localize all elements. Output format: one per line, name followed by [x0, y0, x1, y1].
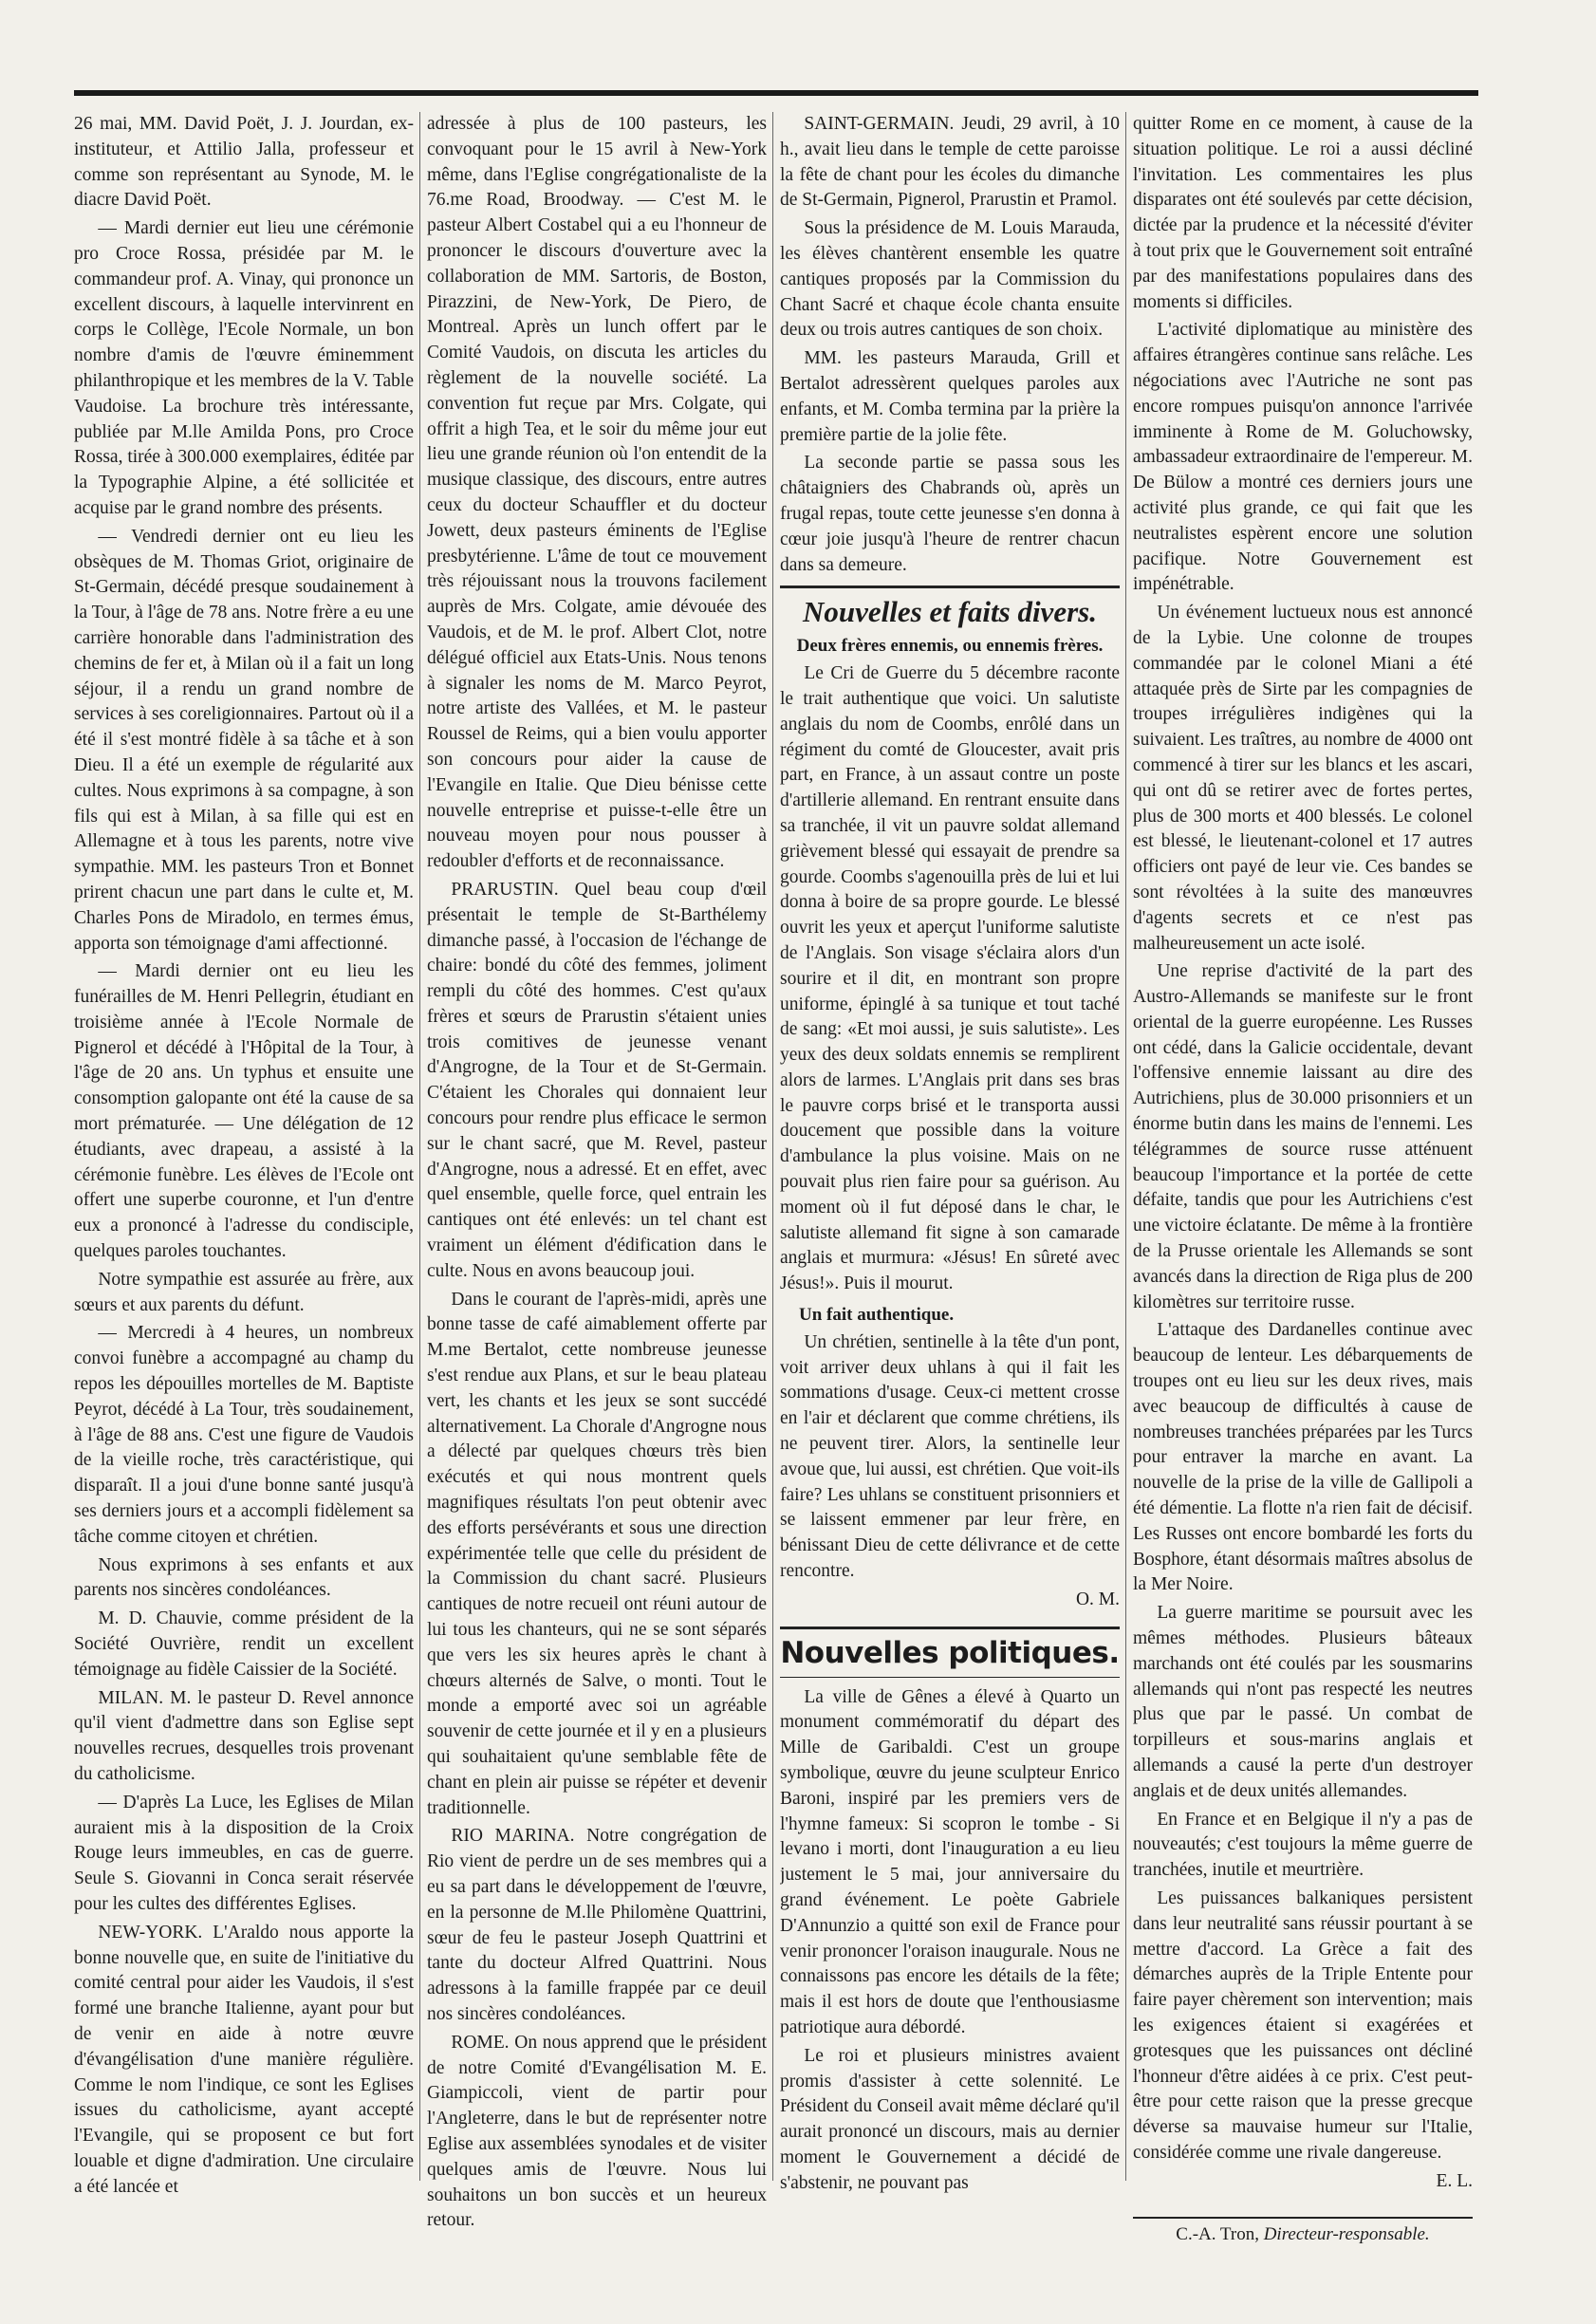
paragraph: Dans le courant de l'après-midi, après une bonne tasse de café aimablement offerte par M.me Bertalot, cette nombreuse jeunesse s'est rendue aux Plans, et sur le beau plateau vert, les chants et les jeux se sont succédé alternativement. La Chorale d'Angrogne nous a délecté par quelques chœurs très bien exécutés et qui nous montrent quels magnifiques résultats l'on peut obtenir avec des efforts persévérants et sous une direction expérimentée telle que celle du président de la Commission du chant sacré. Plusieurs cantiques de notre recueil ont réuni autour de lui tous les chanteurs, qui ne se sont séparés que vers les six heures après le chant à chœurs alternés de Salve, o monti. Tout le monde a emporté avec soi un agréable souvenir de cette journée et il y en a plusieurs qui souhaitaient qu'une semblable fête de chant en plein air puisse se répéter et devenir traditionnelle.	[427, 1289, 767, 1818]
paragraph: Le roi et plusieurs ministres avaient promis d'assister à cette solennité. Le Président du Conseil avait même déclaré qu'il aurait prononcé un discours, mais au dernier moment le Gouvernement a décidé de s'abstenir, ne pouvant pas	[780, 2045, 1120, 2193]
paragraph: En France et en Belgique il n'y a pas de nouveautés; c'est toujours la même guerre de tranchées, inutile et meurtrière.	[1133, 1809, 1473, 1881]
paragraph: — Mardi dernier ont eu lieu les funérailles de M. Henri Pellegrin, étudiant en troisième année à l'Ecole Normale de Pignerol et décédé à l'Hôpital de la Tour, à l'âge de 20 ans. Un typhus et ensuite une consomption galopante ont été la cause de sa mort prématurée. — Une délégation de 12 étudiants, avec drapeau, a assisté à la cérémonie funèbre. Les élèves de l'Ecole ont offert une superbe couronne, et l'un d'entre eux a prononcé à l'adresse du condisciple, quelques paroles touchantes.	[74, 961, 414, 1262]
editor-footer	[1133, 2217, 1473, 2245]
column-3	[780, 112, 1120, 2285]
article-signature: O. M.	[1075, 1589, 1120, 1609]
paragraph: Le Cri de Guerre du 5 décembre raconte le trait authentique que voici. Un salutiste anglais du nom de Coombs, enrôlé dans un régiment du comté de Gloucester, avait pris part, en France, à un assaut contre un poste d'artillerie allemand. En rentrant ensuite dans sa tranchée, il vit un pauvre soldat allemand grièvement blessé qui essayait de prendre sa gourde. Coombs s'agenouilla près de lui et lui donna à boire de sa propre gourde. Le blessé ouvrit les yeux et aperçut l'uniforme salutiste de l'Anglais. Son visage s'éclaira alors d'un sourire et il dit, en montrant son propre uniforme, épinglé à sa tunique et tout taché de sang: «Et moi aussi, je suis salutiste». Les yeux des deux soldats ennemis se remplirent alors de larmes. L'Anglais prit dans ses bras le pauvre corps brisé et le transporta aussi doucement que possible dans la voiture d'ambulance la plus voisine. Mais on ne pouvait plus rien faire pour sa guérison. Au moment où il fut déposé dans le char, le salutiste allemand fit signe à son camarade anglais et murmura: «Jésus! En sûreté avec Jésus!». Puis il mourut.	[780, 663, 1120, 1294]
paragraph: La ville de Gênes a élevé à Quarto un monument commémoratif du départ des Mille de Garibaldi. C'est un groupe symbolique, œuvre du jeune sculpteur Enrico Baroni, inspiré par les premiers vers de l'hymne fameux: Si scopron le tombe - Si levano i morti, dont l'inauguration a eu lieu justement le 5 mai, jour anniversaire du grand événement. Le poète Gabriele D'Annunzio a quitté son exil de France pour venir prononcer l'oraison inaugurale. Nous ne connaissons pas encore les détails de la fête; mais il est hors de doute que l'enthousiasme patriotique aura débordé.	[780, 1686, 1120, 2037]
section-heading-politiques: Nouvelles politiques.	[780, 1627, 1120, 1678]
paragraph: Nous exprimons à ses enfants et aux parents nos sincères condoléances.	[74, 1554, 414, 1601]
paragraph: — D'après La Luce, les Eglises de Milan auraient mis à la disposition de la Croix Rouge leurs immeubles, en cas de guerre. Seule S. Giovanni in Conca serait réservée pour les cultes des différentes Eglises.	[74, 1792, 414, 1914]
paragraph: La guerre maritime se poursuit avec les mêmes méthodes. Plusieurs bâteaux marchands ont été coulés par les sousmarins allemands qui n'ont pas respecté les neutres plus que par le passé. Un combat de torpilleurs et sous-marins anglais et allemands a causé la perte d'un destroyer anglais et de deux unités allemandes.	[1133, 1603, 1473, 1801]
column-divider	[1125, 112, 1126, 2181]
paragraph: Une reprise d'activité de la part des Austro-Allemands se manifeste sur le front oriental de la guerre européenne. Les Russes ont cédé, dans la Galicie occidentale, devant l'offensive ennemie laissant au dire des Autrichiens, plus de 30.000 prisonniers et un énorme butin dans les mains de l'ennemi. Les télégrammes de source russe atténuent beaucoup l'importance et la portée de cette défaite, tandis que pour les Autrichiens c'est une victoire éclatante. De même à la frontière de la Prusse orientale les Allemands se sont avancés dans la direction de Riga plus de 200 kilomètres sur territoire russe.	[1133, 961, 1473, 1312]
paragraph: M. D. Chauvie, comme président de la Société Ouvrière, rendit un excellent témoignage au fidèle Caissier de la Société.	[74, 1608, 414, 1680]
section-heading-faits-divers: Nouvelles et faits divers.	[780, 586, 1120, 630]
column-4	[1133, 112, 1473, 2285]
paragraph: Un chrétien, sentinelle à la tête d'un pont, voit arriver deux uhlans à qui il fait les sommations d'usage. Ceux-ci mettent crosse en l'air et déclarent que comme chrétiens, ils ne peuvent tirer. Alors, la sentinelle leur avoue que, lui aussi, est chrétien. Que voit-ils faire? Les uhlans se constituent prisonniers et se laissent emmener par leur frère, en bénissant Dieu de cette délivrance et de cette rencontre.	[780, 1331, 1120, 1582]
paragraph: MILAN. M. le pasteur D. Revel annonce qu'il vient d'admettre dans son Eglise sept nouvelles recrues, desquelles trois provenant du catholicisme.	[74, 1687, 414, 1784]
column-1	[74, 112, 414, 2285]
paragraph: PRARUSTIN. Quel beau coup d'œil présentait le temple de St-Barthélemy dimanche passé, à l'occasion de l'échange de chaire: bondé du côté des femmes, joliment rempli du côté des hommes. C'est qu'aux frères et sœurs de Prarustin s'étaient unies trois comitives de jeunesse venant d'Angrogne, de la Tour et de St-Germain. C'étaient les Chorales qui donnaient leur concours pour rendre plus efficace le sermon sur le chant sacré, que M. Revel, pasteur d'Angrogne, nous a adressé. Et en effet, avec quel ensemble, quelle force, quel entrain les cantiques ont été enlevés: un tel chant est vraiment un élément d'édification dans le culte. Nous en avons beaucoup joui.	[427, 879, 767, 1281]
editor-name: C.-A. Tron,	[1176, 2224, 1259, 2244]
paragraph: Un événement luctueux nous est annoncé de la Lybie. Une colonne de troupes commandée par le colonel Miani a été attaquée près de Sirte par les compagnies de troupes irrégulières indigènes qui la suivaient. Les traîtres, au nombre de 4000 ont commencé à tirer sur les blancs et les ascari, qui ont dû se retirer avec de fortes pertes, plus de 300 morts et 400 blessés. Le colonel est blessé, le lieutenant-colonel et 17 autres officiers ont payé de leur vie. Ces bandes se sont révoltées à la suite des manœuvres d'agents secrets et ce n'est pas malheureusement un acte isolé.	[1133, 603, 1473, 954]
article-signature: E. L.	[1436, 2170, 1473, 2191]
paragraph: Notre sympathie est assurée au frère, aux sœurs et aux parents du défunt.	[74, 1269, 414, 1315]
paragraph: NEW-YORK. L'Araldo nous apporte la bonne nouvelle que, en suite de l'initiative du comité central pour aider les Vaudois, il s'est formé une branche Italienne, ayant pour but de venir en aide à notre œuvre d'évangélisation d'une manière régulière. Comme le nom l'indique, ce sont les Eglises issues du catholicisme, ayant accepté l'Evangile, qui se proposent ce but fort louable et digne d'admiration. Une circulaire a été lancée et	[74, 1922, 414, 2197]
paragraph: Les puissances balkaniques persistent dans leur neutralité sans réussir pourtant à se mettre d'accord. La Grèce a fait des démarches auprès de la Triple Entente pour faire payer chèrement son intervention; mais les exigences étaient si exagérées et grotesques que les puissances ont décliné l'honneur d'être aidées à ce prix. C'est peut-être pour cette raison que la presse grecque déverse sa mauvaise humeur sur l'Italie, considérée comme une rivale dangereuse.	[1133, 1887, 1473, 2163]
article-subheading: Un fait authentique.	[799, 1305, 955, 1326]
paragraph: La seconde partie se passa sous les châtaigniers des Chabrands où, après un frugal repas, toute cette jeunesse s'en donna à cœur joie jusqu'à l'heure de rentrer chacun dans sa demeure.	[780, 453, 1120, 575]
paragraph: MM. les pasteurs Marauda, Grill et Bertalot adressèrent quelques paroles aux enfants, et M. Comba termina par la prière la première partie de la jolie fête.	[780, 348, 1120, 445]
paragraph: quitter Rome en ce moment, à cause de la situation politique. Le roi a aussi décliné l'invitation. Les commentaires les plus disparates ont été soulevés par cette décision, dictée par la prudence et la nécessité d'éviter à tout prix que le Gouvernement soit entraîné par des manifestations populaires dans des moments si difficiles.	[1133, 114, 1473, 312]
paragraph: 26 mai, MM. David Poët, J. J. Jourdan, ex-instituteur, et Attilio Jalla, professeur et comme son représentant au Synode, M. le diacre David Poët.	[74, 114, 414, 211]
paragraph: L'activité diplomatique au ministère des affaires étrangères continue sans relâche. Les négociations avec l'Autriche ne sont pas encore rompues puisqu'on annonce l'arrivée imminente à Rome de M. Goluchowsky, ambassadeur extraordinaire de l'empereur. M. De Bülow a montré ces derniers jours une activité plus grande, ce qui fait que les neutralistes espèrent encore une solution pacifique. Notre Gouvernement est impénétrable.	[1133, 320, 1473, 595]
paragraph: L'attaque des Dardanelles continue avec beaucoup de lenteur. Les débarquements de troupes ont eu lieu sur les deux rives, mais avec beaucoup de difficultés à cause de nombreuses tranchées préparées par les Turcs pour entraver la marche en avant. La nouvelle de la prise de la ville de Gallipoli a été démentie. La flotte n'a rien fait de décisif. Les Russes ont encore bombardé les forts du Bosphore, étant désormais maîtres absolus de la Mer Noire.	[1133, 1320, 1473, 1595]
editor-role: Directeur-responsable.	[1263, 2224, 1430, 2244]
paragraph: SAINT-GERMAIN. Jeudi, 29 avril, à 10 h., avait lieu dans le temple de cette paroisse la fête de chant pour les écoles du dimanche de St-Germain, Pignerol, Prarustin et Pramol.	[780, 114, 1120, 211]
paragraph: adressée à plus de 100 pasteurs, les convoquant pour le 15 avril à New-York même, dans l'Eglise congrégationaliste de la 76.me Road, Broodway. — C'est M. le pasteur Albert Costabel qui a eu l'honneur de prononcer le discours d'ouverture avec la collaboration de MM. Sartoris, de Boston, Pirazzini, de New-York, De Piero, de Montreal. Après un lunch offert par le Comité Vaudois, on discuta les articles du règlement de la nouvelle société. La convention fut reçue par Mrs. Colgate, qui offrit a high Tea, et le soir du même jour eut lieu une grande réunion où l'on entendit de la musique classique, des discours, entre autres ceux du docteur Schauffler et du docteur Jowett, deux pasteurs éminents de l'Eglise presbytérienne. L'âme de tout ce mouvement très réjouissant nous la trouvons facilement auprès de Mrs. Colgate, amie dévouée des Vaudois, et de M. le prof. Albert Clot, notre délégué officiel aux Etats-Unis. Nous tenons à signaler les noms de M. Marco Peyrot, notre artiste des Vallées, et M. le pasteur Roussel de Reims, qui a bien voulu apporter son concours pour aider la cause de l'Evangile en Italie. Que Dieu bénisse cette nouvelle entreprise et puisse-t-elle être un nouveau moyen pour nous pousser à redoubler d'efforts et de reconnaissance.	[427, 114, 767, 872]
paragraph: — Mercredi à 4 heures, un nombreux convoi funèbre a accompagné au champ du repos les dépouilles mortelles de M. Baptiste Peyrot, décédé à La Tour, très soudainement, à l'âge de 88 ans. C'est une figure de Vaudois de la vieille roche, très caractéristique, qui disparaît. Il a joui d'une bonne santé jusqu'à ses derniers jours et a accompli fidèlement sa tâche comme citoyen et chrétien.	[74, 1323, 414, 1547]
paragraph: ROME. On nous apprend que le président de notre Comité d'Evangélisation M. E. Giampiccoli, vient de partir pour l'Angleterre, dans le but de représenter notre Eglise aux assemblées synodales et de visiter quelques amis de l'œuvre. Nous lui souhaitons un bon succès et un heureux retour.	[427, 2032, 767, 2231]
paragraph: — Mardi dernier eut lieu une cérémonie pro Croce Rossa, présidée par M. le commandeur prof. A. Vinay, qui prononce un excellent discours, à laquelle intervinrent en corps le Collège, l'Ecole Normale, un bon nombre d'amis de l'œuvre éminemment philanthropique et les membres de la V. Table Vaudoise. La brochure très intéressante, publiée par M.lle Amilda Pons, pro Croce Rossa, tirée à 300.000 exemplaires, éditée par la Typographie Alpine, a été sollicitée et acquise par le grand nombre des présents.	[74, 218, 414, 518]
column-divider	[419, 112, 420, 2181]
article-subheading: Deux frères ennemis, ou ennemis frères.	[796, 636, 1104, 657]
column-2	[427, 112, 767, 2285]
paragraph: Sous la présidence de M. Louis Marauda, les élèves chantèrent ensemble les quatre cantiques proposés par la Commission du Chant Sacré et chaque école chanta ensuite deux ou trois autres cantiques de son choix.	[780, 218, 1120, 341]
top-rule	[74, 90, 1478, 96]
paragraph: — Vendredi dernier ont eu lieu les obsèques de M. Thomas Griot, originaire de St-Germain, décédé presque soudainement à la Tour, à l'âge de 78 ans. Notre frère a eu une carrière honorable dans l'administration des chemins de fer et, à Milan où il a fait un long séjour, il a rendu un grand nombre de services à ses coreligionnaires. Partout où il a été il s'est montré fidèle à sa tâche et à son Dieu. Il a été un exemple de régularité aux cultes. Nous exprimons à sa compagne, à son fils qui est à Milan, à sa fille qui est en Allemagne et à tous les parents, notre vive sympathie. MM. les pasteurs Tron et Bonnet prirent chacun une part dans le culte et, M. Charles Pons de Miradolo, en termes émus, apporta son témoignage d'ami affectionné.	[74, 526, 414, 954]
column-divider	[772, 112, 773, 2181]
paragraph: RIO MARINA. Notre congrégation de Rio vient de perdre un de ses membres qui a eu sa part dans le développement de l'œuvre, en la personne de M.lle Philomène Quattrini, sœur de feu le pasteur Joseph Quattrini et tante du docteur Alfred Quattrini. Nous adressons à la famille frappée par ce deuil nos sincères condoléances.	[427, 1826, 767, 2024]
